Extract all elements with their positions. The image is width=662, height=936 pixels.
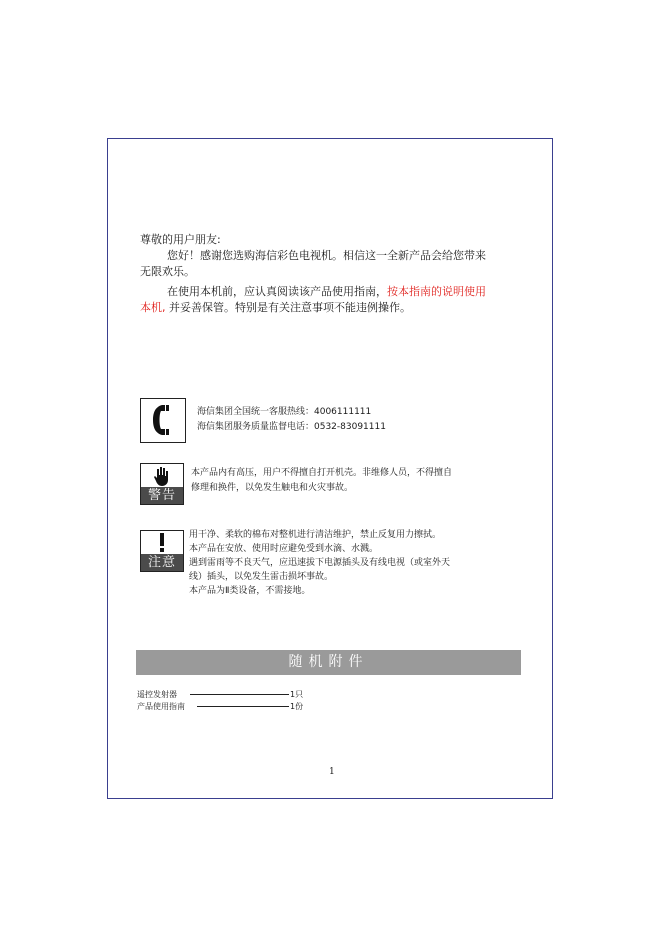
accessory-name-1: 遥控发射器 <box>137 690 177 699</box>
accessory-qty-1: 1只 <box>290 690 304 699</box>
accessory-name-2: 产品使用指南 <box>137 702 185 711</box>
warning-label: 警告 <box>141 487 183 504</box>
notice-line-1: 用干净、柔软的棉布对整机进行清洁维护，禁止反复用力擦拭。 <box>189 530 442 540</box>
instruction-line-2 <box>140 299 411 316</box>
accessories-banner: 随机附件 <box>136 650 521 675</box>
greeting: 尊敬的用户朋友: <box>140 233 221 246</box>
instruction-line-1 <box>167 283 486 300</box>
instruction-highlight-cont: 本机, <box>140 301 166 314</box>
instruction-highlight: 按本指南的说明使用 <box>387 285 486 298</box>
accessory-leader-1 <box>190 694 289 695</box>
accessory-qty-2: 1份 <box>290 702 304 711</box>
instruction-text: 在使用本机前，应认真阅读该产品使用指南， <box>167 285 387 298</box>
hotline-line-1: 海信集团全国统一客服热线：4006111111 <box>197 407 372 417</box>
page-number: 1 <box>329 767 335 777</box>
warning-line-1: 本产品内有高压，用户不得擅自打开机壳。非维修人员，不得擅自 <box>191 468 453 478</box>
hotline-line-2: 海信集团服务质量监督电话：0532-83091111 <box>197 422 386 432</box>
notice-line-5: 本产品为Ⅱ类设备，不需接地。 <box>189 586 311 596</box>
notice-label: 注意 <box>141 554 183 571</box>
notice-line-4: 线）插头，以免发生雷击损坏事故。 <box>189 572 334 582</box>
intro-line-2: 无限欢乐。 <box>140 265 195 278</box>
instruction-text-cont: 并妥善保管。特别是有关注意事项不能违例操作。 <box>165 301 411 314</box>
notice-line-2: 本产品在安放、使用时应避免受到水滴、水溅。 <box>189 544 379 554</box>
warning-line-2: 修理和换件，以免发生触电和火灾事故。 <box>191 483 354 493</box>
intro-line-1: 您好！感谢您选购海信彩色电视机。相信这一全新产品会给您带来 <box>167 249 486 262</box>
accessory-leader-2 <box>197 706 289 707</box>
phone-icon <box>140 398 186 443</box>
warning-badge <box>140 463 184 505</box>
notice-line-3: 遇到雷雨等不良天气，应迅速拔下电源插头及有线电视（或室外天 <box>189 558 451 568</box>
notice-badge <box>140 530 184 572</box>
hand-stop-icon <box>152 465 172 487</box>
exclamation-icon <box>157 532 167 554</box>
